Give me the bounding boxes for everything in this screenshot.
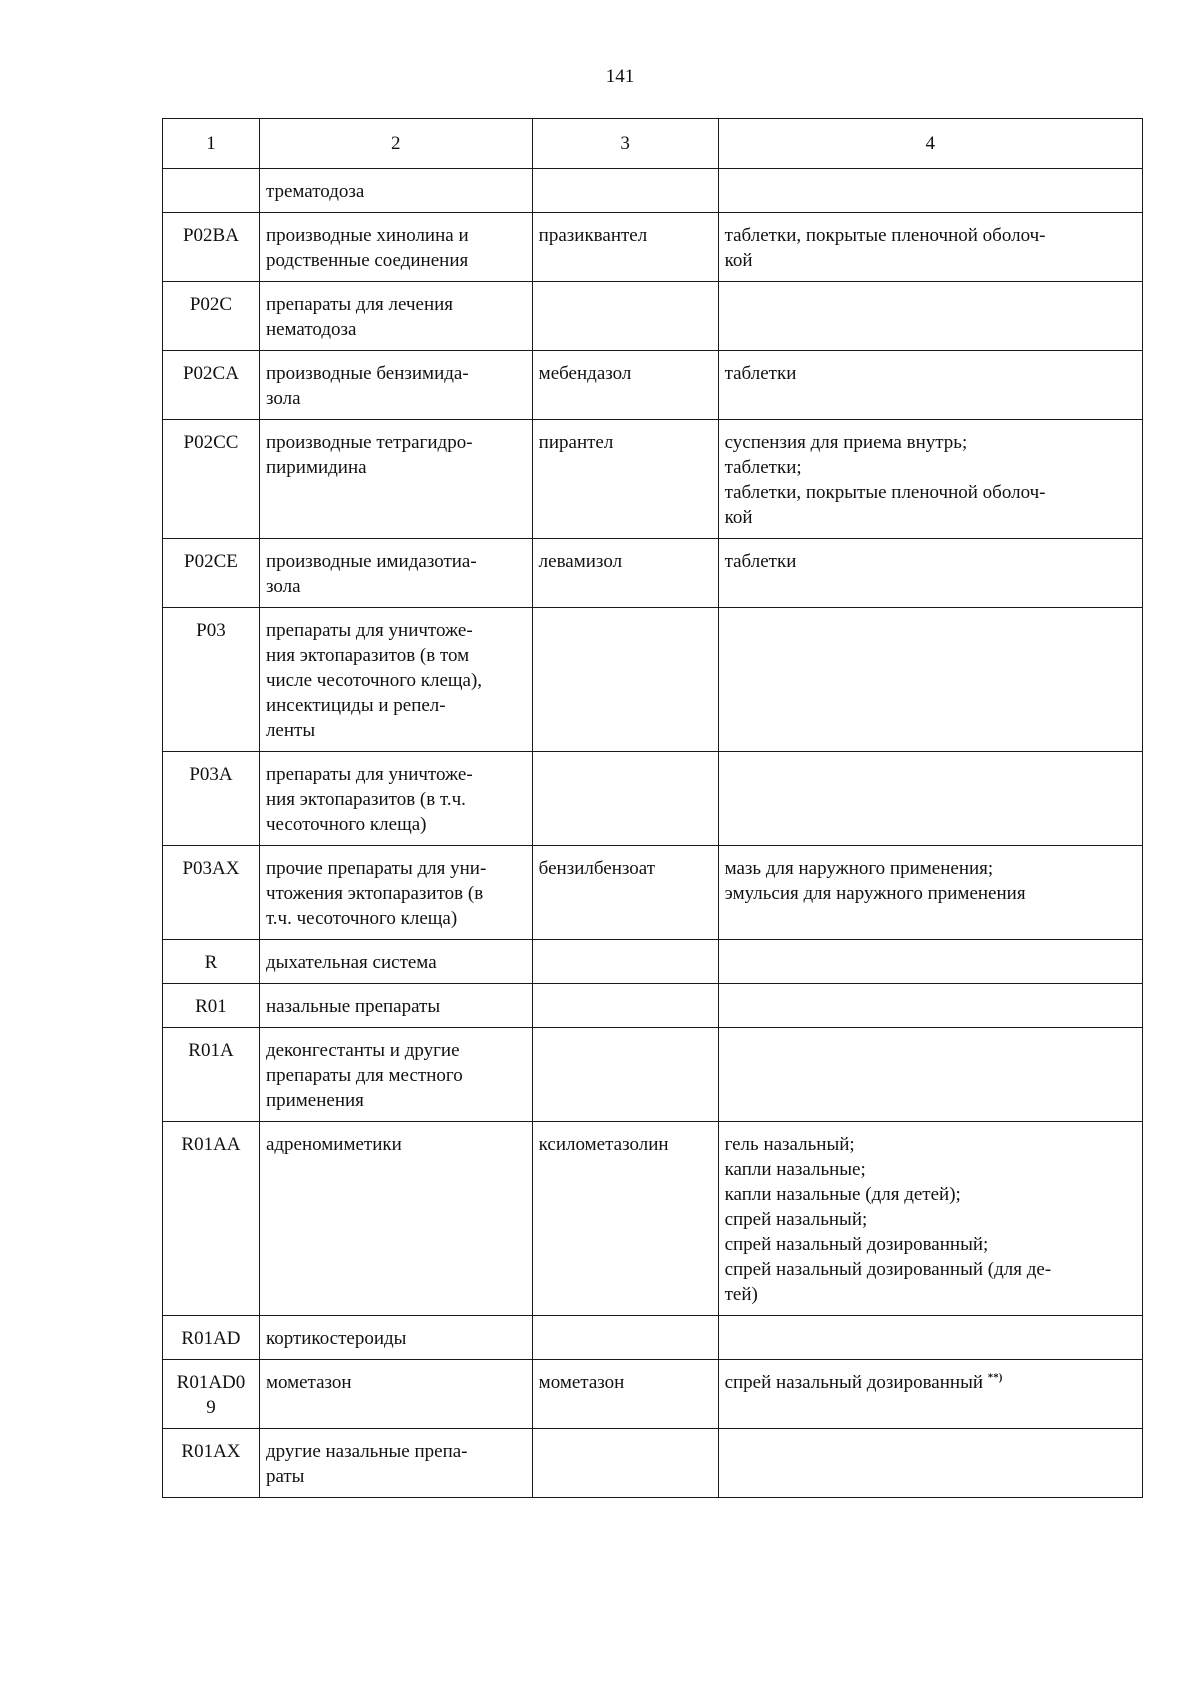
header-cell-4: 4 (718, 119, 1142, 169)
dosage-form-cell (718, 608, 1142, 752)
dosage-form-cell (718, 940, 1142, 984)
dosage-form-cell (718, 984, 1142, 1028)
group-name-cell (259, 351, 532, 420)
dosage-form-cell (718, 1122, 1142, 1316)
group-name-cell (259, 282, 532, 351)
group-name-cell-text: деконгестанты и другие препараты для местного применения (265, 1040, 463, 1111)
drug-name-cell (532, 539, 718, 608)
atc-code-cell (163, 1429, 260, 1498)
header-row (163, 119, 1143, 169)
atc-code-cell-text: R01AD (181, 1328, 241, 1349)
atc-code-cell (163, 752, 260, 846)
table-body (163, 169, 1143, 1498)
drug-name-cell-text: мебендазол (538, 363, 632, 384)
group-name-cell-text: прочие препараты для уни- чтожения эктопаразитов (в т.ч. чесоточного клеща) (265, 858, 487, 929)
atc-code-cell (163, 539, 260, 608)
table-row (163, 984, 1143, 1028)
atc-code-cell-text: P02BA (182, 225, 239, 246)
dosage-form-cell (718, 1028, 1142, 1122)
atc-code-cell (163, 1122, 260, 1316)
page-number: 141 (605, 66, 635, 87)
group-name-cell-text: препараты для уничтоже- ния эктопаразитов (в т.ч. чесоточного клеща) (265, 764, 473, 835)
atc-code-cell (163, 351, 260, 420)
drug-name-cell (532, 1316, 718, 1360)
dosage-form-cell-text: мазь для наружного применения; эмульсия для наружного применения (724, 858, 1026, 904)
drug-name-cell (532, 984, 718, 1028)
drug-name-cell (532, 169, 718, 213)
atc-code-cell-text: P03A (189, 764, 233, 785)
dosage-form-cell (718, 752, 1142, 846)
table-row (163, 420, 1143, 539)
atc-code-cell (163, 846, 260, 940)
drug-name-cell-text: мометазон (538, 1372, 625, 1393)
atc-code-cell (163, 213, 260, 282)
atc-code-cell (163, 1360, 260, 1429)
group-name-cell (259, 1028, 532, 1122)
atc-code-cell (163, 940, 260, 984)
header-cell-3: 3 (532, 119, 718, 169)
table-row (163, 213, 1143, 282)
group-name-cell (259, 213, 532, 282)
table-row (163, 940, 1143, 984)
group-name-cell-text: производные имидазотиа- зола (265, 551, 477, 597)
atc-code-cell-text: P03AX (182, 858, 240, 879)
table-row (163, 608, 1143, 752)
atc-code-cell-text: P02C (189, 294, 233, 315)
atc-code-cell-text: P02CA (182, 363, 239, 384)
atc-code-cell (163, 282, 260, 351)
atc-code-cell (163, 1028, 260, 1122)
atc-code-cell-text: R01AA (181, 1134, 241, 1155)
drug-name-cell (532, 940, 718, 984)
drug-name-cell-text: левамизол (538, 551, 623, 572)
group-name-cell-text: производные тетрагидро- пиримидина (265, 432, 473, 478)
footnote-marker: **) (987, 1371, 1003, 1384)
table-row (163, 351, 1143, 420)
table-row (163, 282, 1143, 351)
drug-name-cell-text: бензилбензоат (538, 858, 656, 879)
group-name-cell (259, 940, 532, 984)
dosage-form-cell-text: суспензия для приема внутрь; таблетки; таблетки, покрытые пленочной оболоч- кой (724, 432, 1046, 528)
drug-name-cell-text: ксилометазолин (538, 1134, 669, 1155)
dosage-form-cell-text: таблетки (724, 551, 797, 572)
table-row (163, 1360, 1143, 1429)
drug-name-cell (532, 1028, 718, 1122)
drug-name-cell-text: празиквантел (538, 225, 648, 246)
group-name-cell (259, 608, 532, 752)
group-name-cell-text: трематодоза (265, 181, 365, 202)
dosage-form-cell-text: гель назальный; капли назальные; капли назальные (для детей); спрей назальный; спрей назальный дозированный; спрей назальный дозированный (для де- тей) (724, 1134, 1052, 1305)
drug-name-cell (532, 282, 718, 351)
dosage-form-cell (718, 420, 1142, 539)
group-name-cell (259, 539, 532, 608)
dosage-form-cell-text: таблетки (724, 363, 797, 384)
drug-table (162, 118, 1143, 1498)
drug-name-cell (532, 1122, 718, 1316)
drug-name-cell (532, 846, 718, 940)
dosage-form-cell-text: таблетки, покрытые пленочной оболоч- кой (724, 225, 1046, 271)
dosage-form-cell (718, 213, 1142, 282)
dosage-form-cell-text: спрей назальный дозированный (724, 1372, 983, 1393)
drug-name-cell (532, 420, 718, 539)
group-name-cell-text: препараты для лечения нематодоза (265, 294, 454, 340)
drug-name-cell (532, 752, 718, 846)
group-name-cell-text: препараты для уничтоже- ния эктопаразитов (в том числе чесоточного клеща), инсектициды и репел- ленты (265, 620, 483, 741)
atc-code-cell-text: R01 (195, 996, 227, 1017)
atc-code-cell (163, 420, 260, 539)
group-name-cell-text: производные бензимида- зола (265, 363, 469, 409)
group-name-cell-text: мометазон (265, 1372, 352, 1393)
atc-code-cell-text: P02CE (184, 551, 238, 572)
drug-name-cell (532, 351, 718, 420)
table-row (163, 1122, 1143, 1316)
dosage-form-cell (718, 169, 1142, 213)
dosage-form-cell (718, 351, 1142, 420)
table-row (163, 539, 1143, 608)
drug-name-cell (532, 1429, 718, 1498)
atc-code-cell-text: P02CC (183, 432, 239, 453)
group-name-cell-text: кортикостероиды (265, 1328, 407, 1349)
group-name-cell (259, 1316, 532, 1360)
group-name-cell (259, 1360, 532, 1429)
table-row (163, 1028, 1143, 1122)
group-name-cell (259, 846, 532, 940)
dosage-form-cell (718, 282, 1142, 351)
dosage-form-cell (718, 1360, 1142, 1429)
dosage-form-cell (718, 1316, 1142, 1360)
atc-code-cell-text: R01A (188, 1040, 234, 1061)
atc-code-cell (163, 169, 260, 213)
group-name-cell (259, 1122, 532, 1316)
atc-code-cell (163, 984, 260, 1028)
table-row (163, 1316, 1143, 1360)
atc-code-cell-text: R01AD0 9 (176, 1372, 246, 1418)
table-row (163, 1429, 1143, 1498)
group-name-cell (259, 420, 532, 539)
table-row (163, 752, 1143, 846)
group-name-cell (259, 984, 532, 1028)
group-name-cell (259, 752, 532, 846)
group-name-cell-text: адреномиметики (265, 1134, 402, 1155)
atc-code-cell-text: R01AX (181, 1441, 241, 1462)
group-name-cell (259, 1429, 532, 1498)
atc-code-cell-text: R (204, 952, 218, 973)
header-cell-1: 1 (163, 119, 260, 169)
group-name-cell-text: другие назальные препа- раты (265, 1441, 468, 1487)
drug-name-cell-text: пирантел (538, 432, 614, 453)
dosage-form-cell (718, 1429, 1142, 1498)
drug-name-cell (532, 213, 718, 282)
table-row (163, 169, 1143, 213)
atc-code-cell (163, 1316, 260, 1360)
drug-name-cell (532, 608, 718, 752)
atc-code-cell-text: P03 (196, 620, 226, 641)
dosage-form-cell (718, 846, 1142, 940)
drug-name-cell (532, 1360, 718, 1429)
atc-code-cell (163, 608, 260, 752)
header-cell-2: 2 (259, 119, 532, 169)
table-row (163, 846, 1143, 940)
dosage-form-cell (718, 539, 1142, 608)
group-name-cell-text: производные хинолина и родственные соединения (265, 225, 469, 271)
group-name-cell (259, 169, 532, 213)
group-name-cell-text: назальные препараты (265, 996, 441, 1017)
group-name-cell-text: дыхательная система (265, 952, 437, 973)
